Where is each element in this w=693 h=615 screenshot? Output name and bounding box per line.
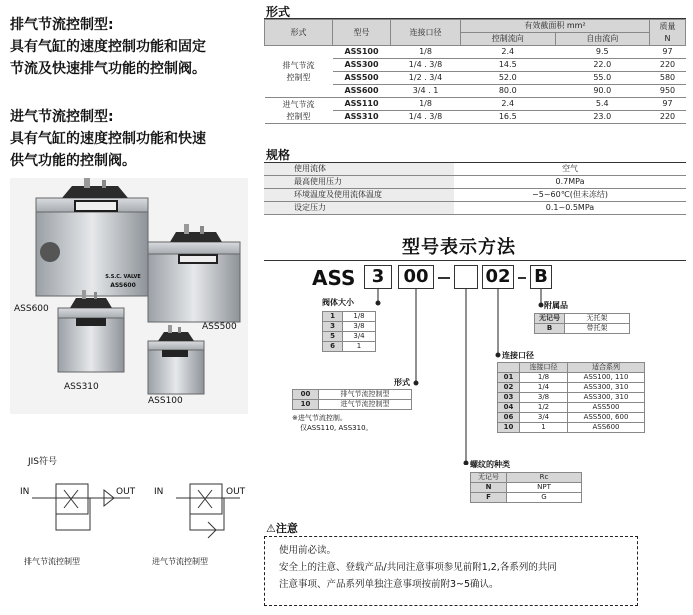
form-value: 进气节流控制型 — [319, 400, 412, 410]
cell-model: ASS100 — [333, 46, 391, 59]
product-photo — [10, 178, 248, 414]
spec-value: 0.1~0.5MPa — [454, 202, 686, 215]
spec-key: 最高使用压力 — [264, 176, 454, 189]
table-row — [535, 314, 630, 324]
warning-icon: ⚠ — [266, 522, 276, 535]
model-spec-table — [264, 19, 686, 124]
cell-ctrl: 16.5 — [461, 111, 556, 124]
cell-free: 9.5 — [555, 46, 650, 59]
spec-row — [264, 176, 686, 189]
table-row — [498, 423, 645, 433]
acc-table — [534, 313, 630, 334]
port-series: ASS500, 600 — [568, 413, 645, 423]
port-series: ASS100, 110 — [568, 373, 645, 383]
port-code: 02 — [498, 383, 520, 393]
exhaust-type-title: 排气节流控制型: — [10, 17, 114, 33]
spec-row — [264, 202, 686, 215]
jis-out-label-left: OUT — [116, 487, 136, 497]
acc-title: 附属品 — [544, 301, 568, 310]
table-header — [471, 473, 582, 483]
cell-port: 1/4 . 3/8 — [391, 59, 461, 72]
spec-table — [264, 163, 686, 215]
form-value: 排气节流控制型 — [319, 390, 412, 400]
cell-port: 3/4 . 1 — [391, 85, 461, 98]
table-row — [471, 493, 582, 503]
group-supply-line-1: 进气节流 — [282, 99, 315, 109]
valve-brand-label: S.S.C. VALVE — [105, 274, 141, 280]
supply-type-desc-1: 具有气缸的速度控制功能和快速 — [10, 131, 206, 147]
cell-port: 1/4 . 3/8 — [391, 111, 461, 124]
size-table — [322, 311, 376, 352]
code-form-box: 00 — [398, 265, 434, 289]
size-code: 6 — [323, 342, 343, 352]
photo-label-ass100: ASS100 — [148, 396, 183, 406]
port-code: 04 — [498, 403, 520, 413]
col-port: 连接口径 — [391, 20, 461, 46]
thread-code: N — [471, 483, 507, 493]
cell-free: 90.0 — [555, 85, 650, 98]
group-exhaust-line-2: 控制型 — [286, 72, 311, 82]
port-code-title: 连接口径 — [502, 351, 534, 360]
caution-line-1: 使用前必读。 — [279, 545, 337, 556]
cell-port: 1/8 — [391, 46, 461, 59]
table-row — [498, 383, 645, 393]
port-code: 06 — [498, 413, 520, 423]
col-mass-unit: N — [664, 33, 671, 43]
table-row — [323, 332, 376, 342]
size-code: 5 — [323, 332, 343, 342]
code-dash-1 — [438, 277, 450, 279]
code-acc-box: B — [530, 265, 552, 289]
col-area: 有效截面积 mm² — [461, 20, 650, 33]
table-row — [265, 46, 686, 59]
form-section-title: 形式 — [266, 5, 291, 19]
spec-key: 环境温度及使用流体温度 — [264, 189, 454, 202]
thread-value: NPT — [507, 483, 582, 493]
table-header — [498, 363, 645, 373]
form-code: 10 — [293, 400, 319, 410]
size-value: 1 — [343, 342, 376, 352]
form-code-title: 形式 — [394, 378, 410, 387]
thread-code: F — [471, 493, 507, 503]
port-size: 1 — [520, 423, 568, 433]
form-code: 00 — [293, 390, 319, 400]
code-prefix: ASS — [312, 266, 356, 290]
photo-label-ass600: ASS600 — [14, 304, 49, 314]
cell-mass: 950 — [650, 85, 686, 98]
cell-mass: 220 — [650, 59, 686, 72]
table-row — [498, 403, 645, 413]
cell-port: 1/8 — [391, 98, 461, 111]
table-row — [498, 373, 645, 383]
table-row — [323, 342, 376, 352]
cell-model: ASS110 — [333, 98, 391, 111]
jis-in-label-left: IN — [20, 487, 30, 497]
cell-free: 23.0 — [555, 111, 650, 124]
acc-value: 无托架 — [565, 314, 630, 324]
cell-free: 22.0 — [555, 59, 650, 72]
thread-value: G — [507, 493, 582, 503]
spec-value: 0.7MPa — [454, 176, 686, 189]
cell-ctrl: 52.0 — [461, 72, 556, 85]
form-note-1: ※进气节流控制。 — [292, 414, 347, 422]
cell-mass: 97 — [650, 46, 686, 59]
table-row — [471, 483, 582, 493]
acc-code: 无记号 — [535, 314, 565, 324]
model-code-rule — [264, 260, 686, 261]
cell-ctrl: 2.4 — [461, 46, 556, 59]
valve-ass500-image — [148, 224, 240, 322]
cell-free: 5.4 — [555, 98, 650, 111]
group-exhaust — [265, 46, 333, 98]
jis-caption-exhaust: 排气节流控制型 — [24, 557, 80, 566]
cell-model: ASS600 — [333, 85, 391, 98]
port-head-size: 连接口径 — [520, 363, 568, 373]
table-row — [323, 322, 376, 332]
col-model: 型号 — [333, 20, 391, 46]
port-series: ASS600 — [568, 423, 645, 433]
jis-in-label-right: IN — [154, 487, 164, 497]
col-mass — [650, 20, 686, 46]
size-code: 3 — [323, 322, 343, 332]
caution-box — [264, 536, 638, 606]
table-row — [293, 400, 412, 410]
jis-title: JIS符号 — [28, 457, 58, 467]
port-series: ASS500 — [568, 403, 645, 413]
col-form: 形式 — [265, 20, 333, 46]
size-value: 1/8 — [343, 312, 376, 322]
col-ctrl-flow: 控制流向 — [461, 33, 556, 46]
cell-port: 1/2 . 3/4 — [391, 72, 461, 85]
valve-ass310-image — [58, 290, 124, 372]
port-head-series: 适合系列 — [568, 363, 645, 373]
table-row — [535, 324, 630, 334]
code-port-box: 02 — [482, 265, 514, 289]
jis-out-label-right: OUT — [226, 487, 246, 497]
cell-model: ASS300 — [333, 59, 391, 72]
port-head-code — [498, 363, 520, 373]
spec-value: 空气 — [454, 163, 686, 176]
cell-ctrl: 2.4 — [461, 98, 556, 111]
photo-label-ass310: ASS310 — [64, 382, 99, 392]
table-row — [293, 390, 412, 400]
spec-row — [264, 163, 686, 176]
table-row — [265, 98, 686, 111]
port-size: 3/8 — [520, 393, 568, 403]
acc-value: 带托架 — [565, 324, 630, 334]
cell-ctrl: 14.5 — [461, 59, 556, 72]
port-series: ASS300, 310 — [568, 393, 645, 403]
col-free-flow: 自由流向 — [555, 33, 650, 46]
supply-type-desc-2: 供气功能的控制阀。 — [10, 153, 136, 169]
jis-symbols — [20, 470, 250, 550]
port-size: 1/4 — [520, 383, 568, 393]
port-size: 1/8 — [520, 373, 568, 383]
valve-ass100-image — [148, 325, 204, 394]
cell-mass: 220 — [650, 111, 686, 124]
group-supply-line-2: 控制型 — [286, 111, 311, 121]
group-supply — [265, 98, 333, 124]
port-size: 3/4 — [520, 413, 568, 423]
code-size-box: 3 — [364, 265, 392, 289]
spec-value: −5~60℃(但未冻结) — [454, 189, 686, 202]
port-code: 03 — [498, 393, 520, 403]
caution-line-2: 安全上的注意、登载产品/共同注意事项参见前附1,2,各系列的共同 — [279, 562, 557, 573]
code-dash-2 — [518, 277, 526, 279]
valve-model-label: ASS600 — [110, 282, 136, 289]
spec-section-title: 规格 — [266, 148, 291, 162]
exhaust-type-desc-1: 具有气缸的速度控制功能和固定 — [10, 39, 206, 55]
spec-row — [264, 189, 686, 202]
caution-line-3: 注意事项、产品系列单独注意事项按前附3~5确认。 — [279, 579, 499, 590]
photo-label-ass500: ASS500 — [202, 322, 237, 332]
size-code: 1 — [323, 312, 343, 322]
size-value: 3/4 — [343, 332, 376, 342]
cell-model: ASS310 — [333, 111, 391, 124]
cell-model: ASS500 — [333, 72, 391, 85]
port-code-table — [497, 362, 645, 433]
caution-title: 注意 — [275, 522, 298, 535]
thread-head-value: Rc — [507, 473, 582, 483]
spec-key: 使用流体 — [264, 163, 454, 176]
group-exhaust-line-1: 排气节流 — [282, 60, 315, 70]
form-code-table — [292, 389, 412, 410]
cell-ctrl: 80.0 — [461, 85, 556, 98]
jis-caption-supply: 进气节流控制型 — [152, 557, 208, 566]
port-size: 1/2 — [520, 403, 568, 413]
cell-free: 55.0 — [555, 72, 650, 85]
thread-table — [470, 472, 582, 503]
cell-mass: 580 — [650, 72, 686, 85]
col-mass-label: 质量 — [659, 21, 676, 31]
thread-head-code: 无记号 — [471, 473, 507, 483]
spec-key: 设定压力 — [264, 202, 454, 215]
port-series: ASS300, 310 — [568, 383, 645, 393]
size-title: 阀体大小 — [322, 298, 354, 307]
port-code: 10 — [498, 423, 520, 433]
table-row — [323, 312, 376, 322]
supply-type-title: 进气节流控制型: — [10, 109, 114, 125]
size-value: 3/8 — [343, 322, 376, 332]
table-row — [498, 393, 645, 403]
form-note-2: 仅ASS110, ASS310。 — [300, 424, 373, 432]
table-row — [498, 413, 645, 423]
exhaust-type-desc-2: 节流及快速排气功能的控制阀。 — [10, 61, 206, 77]
acc-code: B — [535, 324, 565, 334]
model-code-title: 型号表示方法 — [402, 237, 516, 258]
port-code: 01 — [498, 373, 520, 383]
cell-mass: 97 — [650, 98, 686, 111]
thread-title: 螺纹的种类 — [470, 460, 510, 469]
caution-header — [266, 520, 298, 536]
